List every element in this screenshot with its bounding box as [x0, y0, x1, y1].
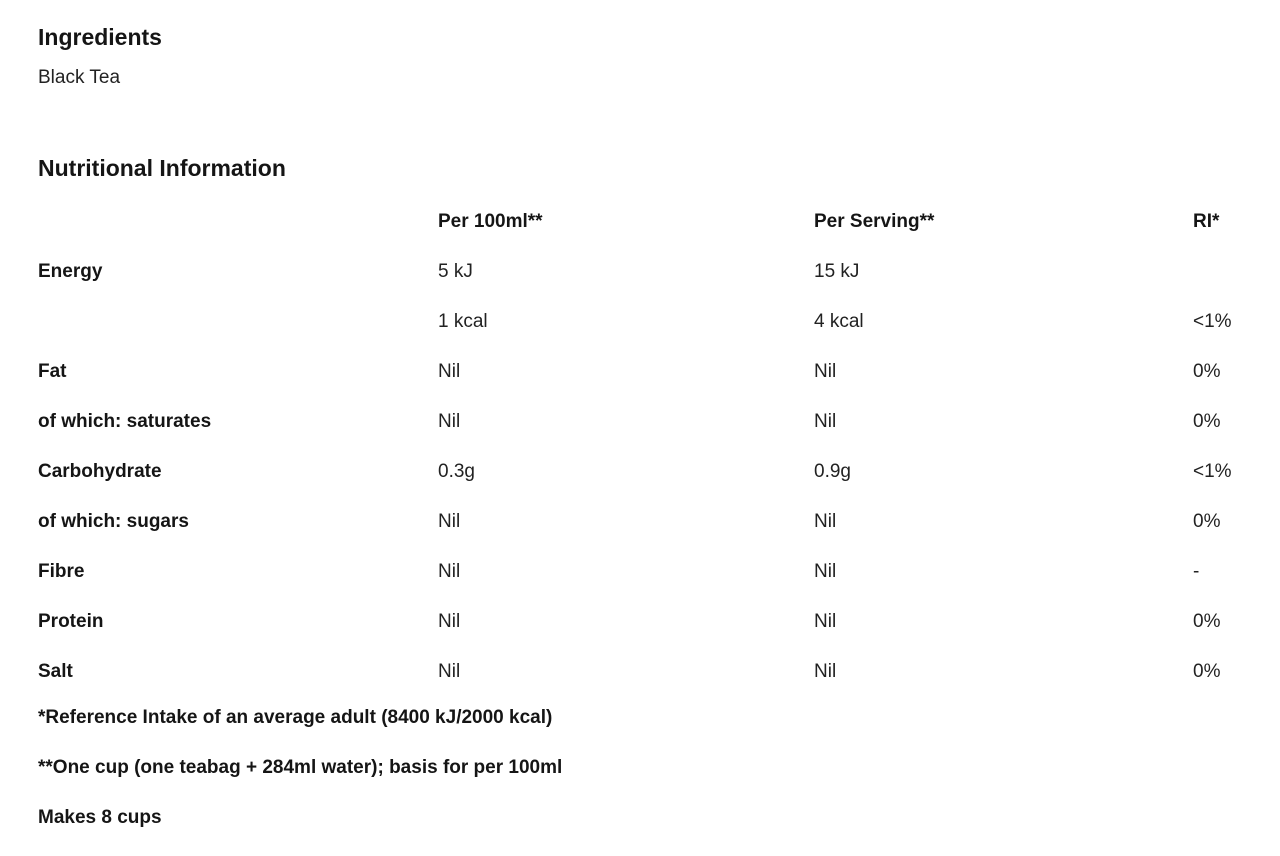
table-row — [38, 400, 1258, 450]
per-serving-value: Nil — [814, 561, 837, 582]
footnote-makes-cups: Makes 8 cups — [38, 807, 162, 828]
nutrient-name: Salt — [38, 661, 73, 682]
ri-value: <1% — [1193, 461, 1232, 482]
per-100ml-value: Nil — [438, 661, 461, 682]
per-100ml-value: Nil — [438, 611, 461, 632]
ingredients-heading: Ingredients — [38, 24, 162, 50]
ri-value: 0% — [1193, 611, 1221, 632]
ri-value: 0% — [1193, 361, 1221, 382]
per-100ml-value: Nil — [438, 361, 461, 382]
ri-value: <1% — [1193, 311, 1232, 332]
ingredients-text: Black Tea — [38, 67, 121, 88]
ri-value: 0% — [1193, 511, 1221, 532]
nutrient-name: Protein — [38, 611, 104, 632]
footnotes — [38, 706, 562, 856]
nutrient-name: Fibre — [38, 561, 85, 582]
per-serving-value: Nil — [814, 411, 837, 432]
ri-value: 0% — [1193, 661, 1221, 682]
per-100ml-value: Nil — [438, 411, 461, 432]
ri-value: 0% — [1193, 411, 1221, 432]
nutrient-name: of which: saturates — [38, 411, 212, 432]
per-100ml-value: 0.3g — [438, 461, 475, 482]
table-row — [38, 500, 1258, 550]
nutrition-table — [38, 200, 1258, 700]
table-row — [38, 350, 1258, 400]
table-row — [38, 550, 1258, 600]
header-per-serving: Per Serving** — [814, 211, 935, 232]
per-serving-value: Nil — [814, 661, 837, 682]
per-serving-value: 4 kcal — [814, 311, 864, 332]
table-row — [38, 450, 1258, 500]
table-header-row — [38, 200, 1258, 250]
per-100ml-value: 5 kJ — [438, 261, 473, 282]
table-row — [38, 650, 1258, 700]
per-serving-value: 15 kJ — [814, 261, 860, 282]
footnote-reference-intake: *Reference Intake of an average adult (8400 kJ/2000 kcal) — [38, 707, 553, 728]
table-row — [38, 300, 1258, 350]
nutrient-name: Energy — [38, 261, 103, 282]
per-serving-value: Nil — [814, 611, 837, 632]
table-row — [38, 600, 1258, 650]
nutrition-heading: Nutritional Information — [38, 155, 286, 181]
nutrient-name: of which: sugars — [38, 511, 189, 532]
nutrient-name: Carbohydrate — [38, 461, 162, 482]
ri-value: - — [1193, 561, 1200, 582]
per-100ml-value: 1 kcal — [438, 311, 488, 332]
header-ri: RI* — [1193, 211, 1220, 232]
per-100ml-value: Nil — [438, 511, 461, 532]
per-serving-value: 0.9g — [814, 461, 851, 482]
header-per-100ml: Per 100ml** — [438, 211, 543, 232]
table-row — [38, 250, 1258, 300]
nutrient-name: Fat — [38, 361, 67, 382]
footnote-serving-basis: **One cup (one teabag + 284ml water); basis for per 100ml — [38, 757, 563, 778]
per-serving-value: Nil — [814, 361, 837, 382]
per-100ml-value: Nil — [438, 561, 461, 582]
per-serving-value: Nil — [814, 511, 837, 532]
